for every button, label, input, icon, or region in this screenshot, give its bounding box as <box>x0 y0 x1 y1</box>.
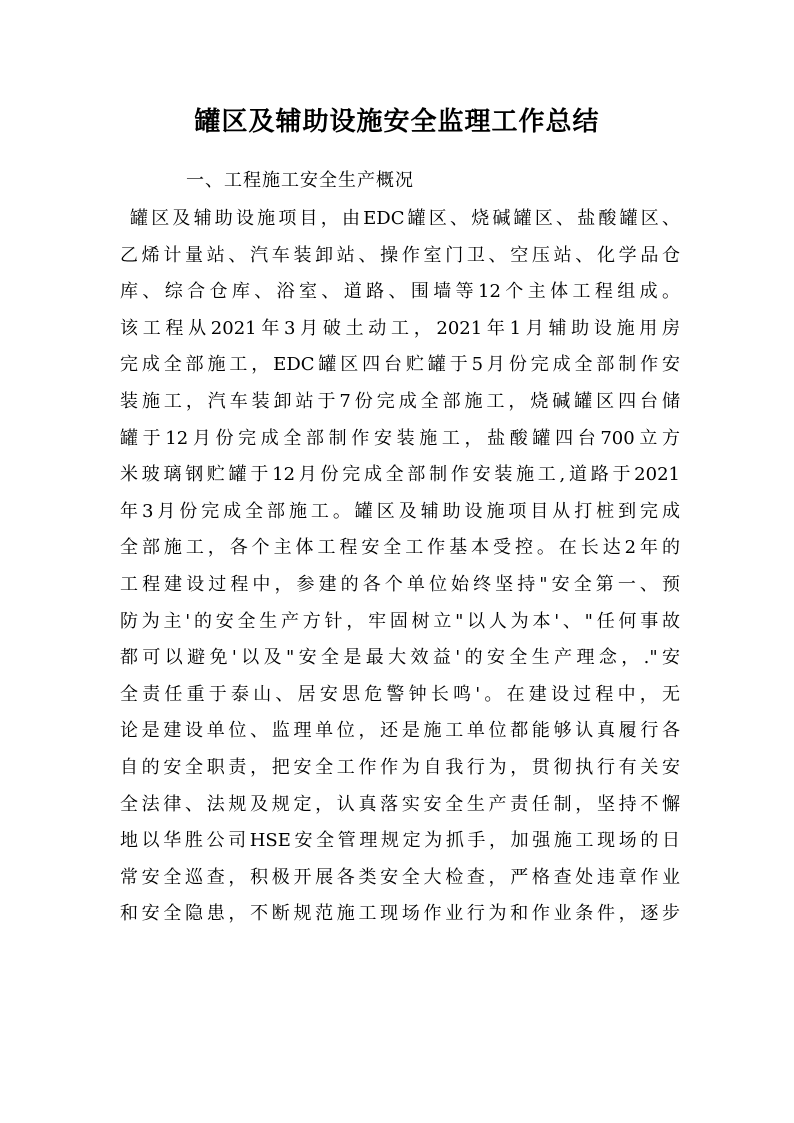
body-line: 乙烯计量站、汽车装卸站、操作室门卫、空压站、化学品仓 <box>120 244 680 266</box>
body-line: 论是建设单位、监理单位，还是施工单位都能够认真履行各 <box>120 720 680 742</box>
body-line: 地以华胜公司HSE安全管理规定为抓手，加强施工现场的日 <box>120 830 680 852</box>
body-paragraph <box>120 201 680 933</box>
body-line: 和安全隐患，不断规范施工现场作业行为和作业条件，逐步 <box>120 903 680 925</box>
body-line: 全法律、法规及规定，认真落实安全生产责任制，坚持不懈 <box>120 793 680 815</box>
body-line: 防为主'的安全生产方针，牢固树立"以人为本'、"任何事故 <box>120 610 680 632</box>
body-line: 常安全巡查，积极开展各类安全大检查，严格查处违章作业 <box>120 866 680 888</box>
document-title: 罐区及辅助设施安全监理工作总结 <box>194 107 600 137</box>
section-heading: 一、工程施工安全生产概况 <box>186 170 414 191</box>
body-line: 装施工，汽车装卸站于7份完成全部施工，烧碱罐区四台储 <box>120 390 680 412</box>
body-line: 罐于12月份完成全部制作安装施工，盐酸罐四台700立方 <box>120 427 680 449</box>
body-line: 该工程从2021年3月破土动工，2021年1月辅助设施用房 <box>120 317 680 339</box>
body-line: 米玻璃钢贮罐于12月份完成全部制作安装施工,道路于2021 <box>120 464 680 486</box>
body-line: 全责任重于泰山、居安思危警钟长鸣'。在建设过程中，无 <box>120 683 680 705</box>
body-line: 自的安全职责，把安全工作作为自我行为，贯彻执行有关安 <box>120 756 680 778</box>
body-line: 都可以避免'以及"安全是最大效益'的安全生产理念，."安 <box>120 647 680 669</box>
body-line: 年3月份完成全部施工。罐区及辅助设施项目从打桩到完成 <box>120 500 680 522</box>
body-line: 全部施工，各个主体工程安全工作基本受控。在长达2年的 <box>120 537 680 559</box>
body-line: 罐区及辅助设施项目，由EDC罐区、烧碱罐区、盐酸罐区、 <box>130 208 680 229</box>
body-line: 完成全部施工，EDC罐区四台贮罐于5月份完成全部制作安 <box>120 354 680 376</box>
body-line: 工程建设过程中，参建的各个单位始终坚持"安全第一、预 <box>120 573 680 595</box>
body-line: 库、综合仓库、浴室、道路、围墙等12个主体工程组成。 <box>120 281 680 303</box>
